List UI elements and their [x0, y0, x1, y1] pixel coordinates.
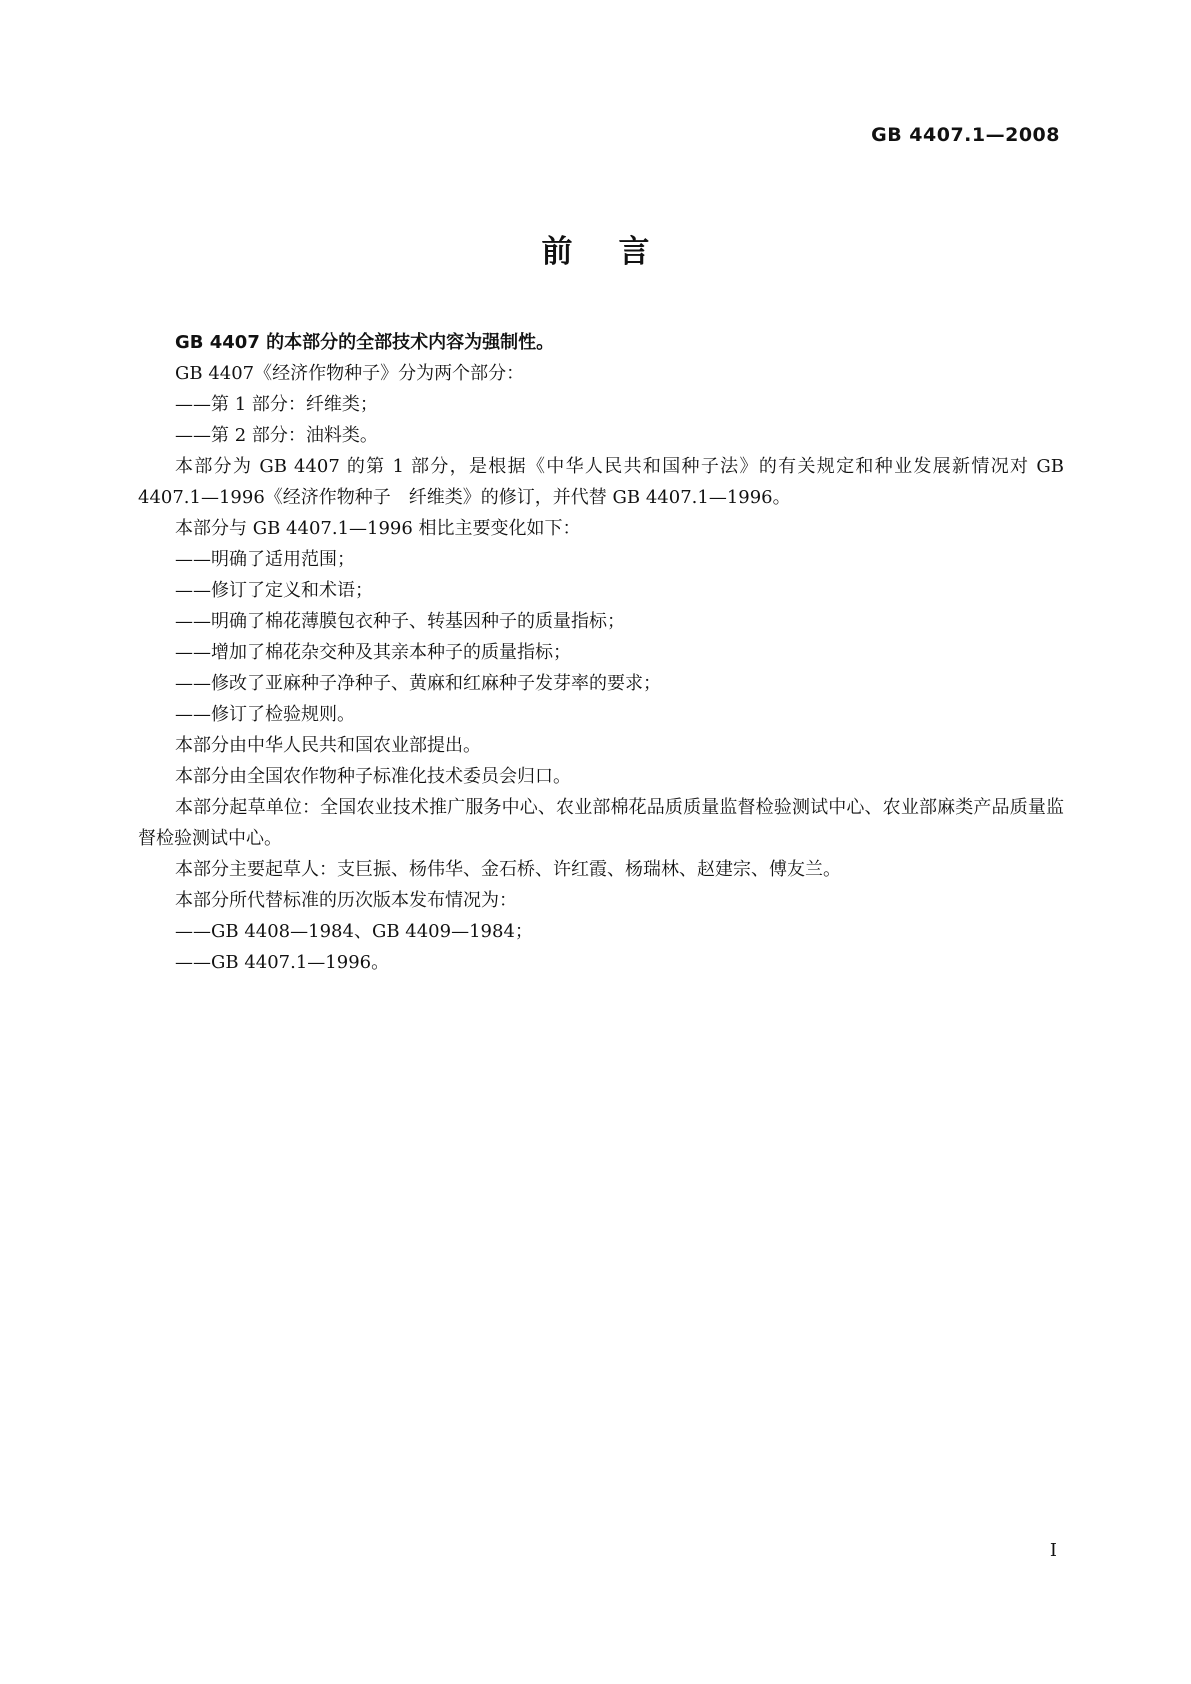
- list-item: ——修订了定义和术语；: [175, 580, 373, 601]
- page-number: I: [1049, 1540, 1057, 1561]
- paragraph: 本部分由全国农作物种子标准化技术委员会归口。: [175, 766, 571, 787]
- paragraph: 本部分起草单位：全国农业技术推广服务中心、农业部棉花品质质量监督检验测试中心、农业部麻类产品质量监督检验测试中心。: [138, 797, 1064, 849]
- paragraph-mandatory-statement: GB 4407 的本部分的全部技术内容为强制性。: [175, 332, 555, 353]
- page-title: 前言: [541, 234, 696, 270]
- list-item: ——修改了亚麻种子净种子、黄麻和红麻种子发芽率的要求；: [175, 673, 661, 694]
- list-item: ——第 2 部分：油料类。: [175, 425, 378, 446]
- list-item: ——明确了适用范围；: [175, 549, 355, 570]
- paragraph: 本部分所代替标准的历次版本发布情况为：: [175, 890, 517, 911]
- list-item: ——GB 4408—1984、GB 4409—1984；: [175, 921, 533, 942]
- list-item: ——修订了检验规则。: [175, 704, 355, 725]
- list-item: ——GB 4407.1—1996。: [175, 952, 390, 973]
- paragraph: 本部分由中华人民共和国农业部提出。: [175, 735, 481, 756]
- paragraph: 本部分为 GB 4407 的第 1 部分，是根据《中华人民共和国种子法》的有关规定和种业发展新情况对 GB 4407.1—1996《经济作物种子 纤维类》的修订，并代替 GB 4407.1—1996。: [138, 456, 1064, 508]
- standard-code: GB 4407.1—2008: [871, 124, 1060, 146]
- list-item: ——明确了棉花薄膜包衣种子、转基因种子的质量指标；: [175, 611, 625, 632]
- foreword-body: [138, 327, 1064, 978]
- paragraph: 本部分与 GB 4407.1—1996 相比主要变化如下：: [175, 518, 581, 539]
- paragraph: GB 4407《经济作物种子》分为两个部分：: [175, 363, 525, 384]
- list-item: ——增加了棉花杂交种及其亲本种子的质量指标；: [175, 642, 571, 663]
- list-item: ——第 1 部分：纤维类；: [175, 394, 378, 415]
- paragraph: 本部分主要起草人：支巨振、杨伟华、金石桥、许红霞、杨瑞林、赵建宗、傅友兰。: [175, 859, 841, 880]
